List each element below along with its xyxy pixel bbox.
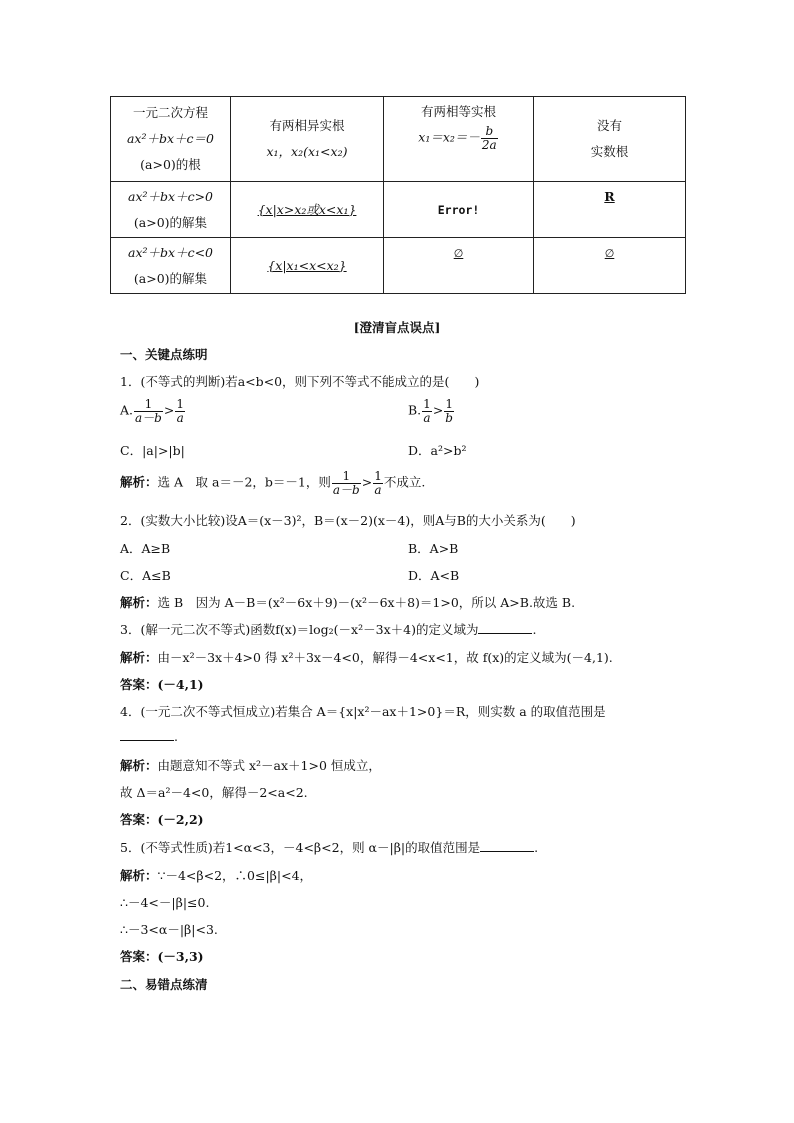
fraction [175, 398, 185, 424]
answer-blank [120, 729, 174, 741]
answer-label: 答案： [120, 677, 158, 692]
fraction-denominator: a－b [135, 410, 162, 425]
solution-label: 解析： [120, 474, 158, 490]
solution [120, 470, 425, 496]
cell-line: (a>0)的解集 [133, 214, 208, 230]
fraction [444, 398, 454, 424]
table-cell [384, 238, 534, 294]
table-cell [231, 238, 384, 294]
operator: > [163, 402, 175, 418]
solution-label: 解析： [120, 650, 158, 665]
answer-label: 答案： [120, 812, 158, 827]
table-cell [231, 182, 384, 238]
option-b: B．A>B [408, 541, 459, 556]
fraction [134, 398, 163, 424]
option-c: C．|a|>|b| [120, 443, 185, 458]
solution [120, 866, 312, 884]
question-stem: 1．(不等式的判断)若a<b<0，则下列不等式不能成立的是( ) [120, 374, 480, 389]
solution-set: {x|x>x₂或x<x₁} [257, 201, 357, 217]
option-d: D．a²>b² [408, 443, 467, 458]
fraction-numerator: 1 [176, 397, 184, 411]
answer-text: (－2,2) [157, 812, 204, 827]
fraction-denominator: a [423, 410, 431, 425]
cell-line: (a>0)的根 [140, 157, 201, 172]
table-cell [534, 97, 686, 182]
table-row [111, 97, 686, 182]
part-title: 一、关键点练明 [120, 347, 208, 362]
answer-blank [480, 840, 534, 852]
answer-label: 答案： [120, 949, 158, 964]
table-cell [111, 182, 231, 238]
empty-set-symbol: ∅ [604, 247, 615, 260]
question-stem-cont [120, 729, 178, 744]
cell-formula [388, 125, 529, 151]
fraction [373, 470, 383, 496]
cell-line: 一元二次方程 [132, 105, 208, 120]
section-title: [澄清盲点误点] [353, 320, 441, 335]
solution-line: ∴－3<α－|β|<3. [120, 922, 218, 937]
error-placeholder: Error! [437, 202, 480, 217]
empty-set-symbol: ∅ [453, 247, 464, 260]
fraction-denominator: a [374, 482, 382, 497]
solution-label: 解析： [120, 595, 158, 610]
fraction-numerator: 1 [445, 397, 453, 411]
question-text: . [532, 622, 537, 637]
fraction-numerator: 1 [423, 397, 431, 411]
table-cell [534, 238, 686, 294]
option-d: D．A<B [408, 568, 460, 583]
solution [120, 756, 381, 774]
cell-line: x₁，x₂(x₁<x₂) [266, 144, 348, 159]
answer-blank [478, 622, 532, 634]
solution-text: ∵－4<β<2，∴0≤|β|<4， [157, 868, 313, 883]
fraction-denominator: a－b [332, 482, 360, 497]
solution [120, 648, 613, 666]
answer [120, 675, 204, 693]
fraction-denominator: b [445, 410, 453, 425]
solution-line: 故 Δ＝a²－4<0，解得－2<a<2. [120, 785, 308, 800]
fraction-numerator: 1 [374, 469, 382, 483]
option-a: A．A≥B [120, 541, 171, 556]
option-c: C．A≤B [120, 568, 171, 583]
solution-set: R [604, 189, 615, 204]
cell-line: 有两相等实根 [420, 104, 496, 119]
answer [120, 810, 204, 828]
solution-set: {x|x₁<x<x₂} [267, 257, 347, 273]
fraction-numerator: 1 [332, 470, 361, 484]
solution-text: 由－x²－3x＋4>0 得 x²＋3x－4<0，解得－4<x<1，故 f(x)的定义域为(－4,1). [157, 650, 613, 665]
solution [120, 593, 575, 611]
fraction [332, 470, 361, 496]
solution-label: 解析： [120, 868, 158, 883]
question-stem [120, 620, 536, 638]
table-row [111, 182, 686, 238]
option-label: A. [120, 402, 134, 418]
solution-label: 解析： [120, 758, 158, 773]
solution-line: ∴－4<－|β|≤0. [120, 895, 210, 910]
question-text: 3．(解一元二次不等式)函数f(x)＝log₂(－x²－3x＋4)的定义域为 [120, 622, 479, 637]
fraction-denominator: 2a [481, 137, 497, 152]
question-stem [120, 838, 538, 856]
option-b [408, 398, 455, 424]
formula-prefix: x₁＝x₂＝－ [418, 129, 480, 145]
table-cell [111, 238, 231, 294]
solution-text: 选 B 因为 A－B＝(x²－6x＋9)－(x²－6x＋8)＝1>0，所以 A>B.故选 B. [157, 595, 576, 610]
option-label: B. [408, 402, 422, 418]
question-stem: 4．(一元二次不等式恒成立)若集合 A＝{x|x²－ax＋1>0}＝R，则实数 a 的取值范围是 [120, 704, 606, 719]
part-title: 二、易错点练清 [120, 977, 208, 992]
table-cell [231, 97, 384, 182]
answer-text: (－3,3) [157, 949, 204, 964]
cell-line: (a>0)的解集 [133, 270, 208, 286]
table-cell [384, 97, 534, 182]
answer-text: (－4,1) [157, 677, 204, 692]
quadratic-roots-table [110, 96, 686, 294]
fraction-numerator: b [481, 125, 498, 139]
solution-text: 不成立. [383, 474, 426, 490]
fraction-numerator: 1 [134, 398, 163, 412]
fraction [481, 125, 498, 151]
option-a [120, 398, 186, 424]
cell-line: 没有 [596, 118, 622, 133]
cell-line: ax²＋bx＋c>0 [128, 188, 213, 204]
table-cell [534, 182, 686, 238]
table-cell [111, 97, 231, 182]
solution-text: 由题意知不等式 x²－ax＋1>0 恒成立， [157, 758, 381, 773]
fraction [422, 398, 432, 424]
solution-text: 选 A 取 a＝－2，b＝－1，则 [157, 474, 331, 490]
cell-line: ax²＋bx＋c<0 [128, 244, 213, 260]
table-row [111, 238, 686, 294]
cell-line: ax²＋bx＋c＝0 [126, 131, 215, 146]
table-cell [384, 182, 534, 238]
answer [120, 947, 204, 965]
fraction-denominator: a [176, 410, 184, 425]
operator: > [432, 402, 444, 418]
question-stem: 2．(实数大小比较)设A＝(x－3)²，B＝(x－2)(x－4)，则A与B的大小关系为( ) [120, 513, 576, 528]
cell-line: 实数根 [590, 144, 629, 159]
cell-line: 有两相异实根 [269, 118, 345, 133]
question-text: . [174, 729, 178, 744]
question-text: . [534, 840, 539, 855]
operator: > [361, 474, 373, 490]
question-text: 5．(不等式性质)若1<α<3，－4<β<2，则 α－|β|的取值范围是 [120, 840, 481, 855]
